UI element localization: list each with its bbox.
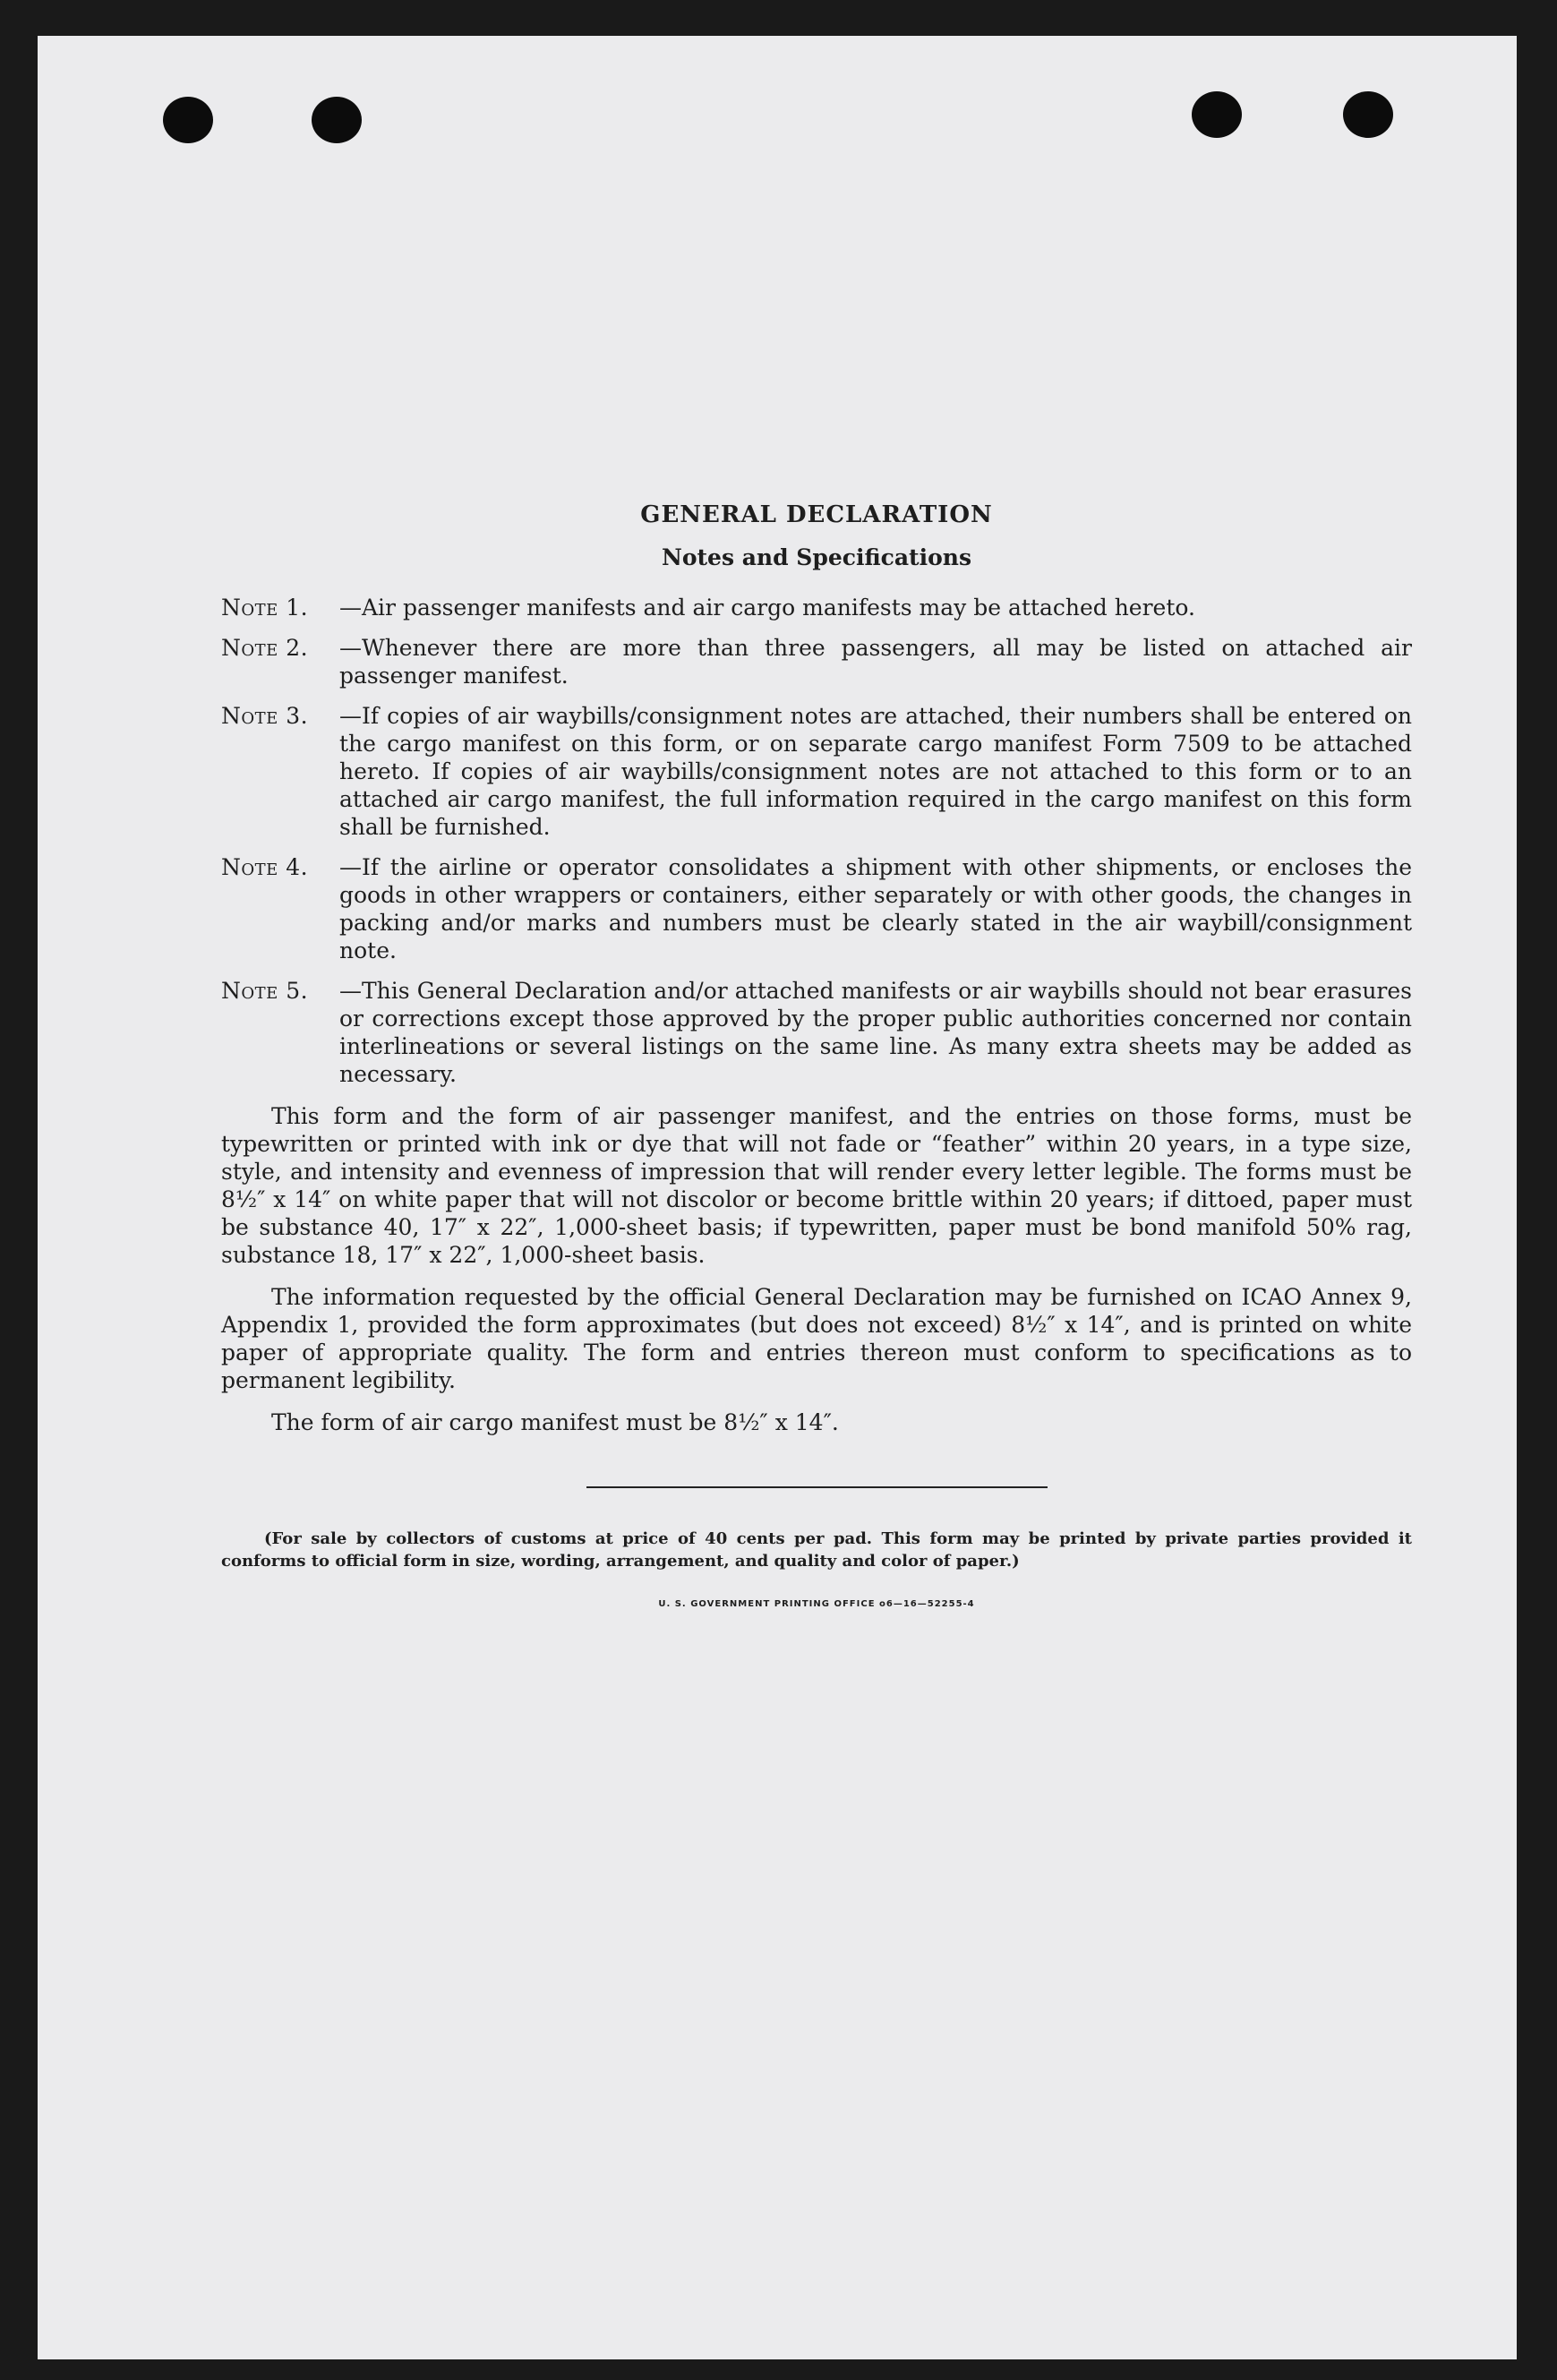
sale-note: (For sale by collectors of customs at price of 40 cents per pad. This form may be printed by private parties provided it conforms to official form in size, wording, arrangement, and quality and color of paper.) xyxy=(221,1529,1412,1571)
note-text: —If copies of air waybills/consignment notes are attached, their numbers shall be entered on the cargo manifest on this form, or on separate cargo manifest Form 7509 to be attached hereto. If copies of air waybills/consignment notes are not attached to this form or to an attached air cargo manifest, the full information required in the cargo manifest on this form shall be furnished. xyxy=(339,703,1412,840)
note-text: —If the airline or operator consolidates a shipment with other shipments, or encloses the goods in other wrappers or containers, either separately or with other goods, the changes in packing and/or marks and numbers must be clearly stated in the air waybill/consignment note. xyxy=(339,854,1412,963)
note-label: Note 2. xyxy=(221,635,309,661)
printing-office-line: U. S. GOVERNMENT PRINTING OFFICE o6—16—52255-4 xyxy=(658,1599,975,1609)
punch-hole xyxy=(1192,91,1242,138)
note-label: Note 5. xyxy=(221,978,309,1004)
document-title: GENERAL DECLARATION xyxy=(640,501,993,528)
note-text: —Air passenger manifests and air cargo manifests may be attached hereto. xyxy=(339,595,1195,621)
note-item xyxy=(221,702,1412,841)
note-label: Note 3. xyxy=(221,703,309,729)
punch-hole xyxy=(1343,91,1393,138)
document-subtitle: Notes and Specifications xyxy=(661,544,972,570)
note-item xyxy=(221,853,1412,964)
specification-paragraph: The form of air cargo manifest must be 8½″ x 14″. xyxy=(271,1409,839,1435)
note-label: Note 4. xyxy=(221,854,309,880)
note-text: —Whenever there are more than three passengers, all may be listed on attached air passenger manifest. xyxy=(339,635,1412,689)
punch-hole xyxy=(163,97,213,143)
specification-paragraph: This form and the form of air passenger manifest, and the entries on those forms, must be typewritten or printed with ink or dye that will not fade or “feather” within 20 years, in a type size, style, and intensity and evenness of impression that will render every letter legible. The forms must be 8½″ x 14″ on white paper that will not discolor or become brittle within 20 years; if dittoed, paper must be substance 40, 17″ x 22″, 1,000-sheet basis; if typewritten, paper must be bond manifold 50% rag, substance 18, 17″ x 22″, 1,000-sheet basis. xyxy=(221,1103,1412,1268)
document-body xyxy=(221,501,1412,1609)
note-text: —This General Declaration and/or attached manifests or air waybills should not bear erasures or corrections except those approved by the proper public authorities concerned nor contain interlineations or several listings on the same line. As many extra sheets may be added as necessary. xyxy=(339,978,1412,1087)
divider-rule xyxy=(586,1486,1048,1488)
punch-hole xyxy=(312,97,362,143)
note-item xyxy=(221,634,1412,689)
note-item xyxy=(221,977,1412,1088)
note-label: Note 1. xyxy=(221,595,309,621)
document-page xyxy=(38,36,1517,2359)
note-item xyxy=(221,594,1412,621)
specification-paragraph: The information requested by the official General Declaration may be furnished on ICAO Annex 9, Appendix 1, provided the form approximates (but does not exceed) 8½″ x 14″, and is printed on white paper of appropriate quality. The form and entries thereon must conform to specifications as to permanent legibility. xyxy=(221,1284,1412,1393)
